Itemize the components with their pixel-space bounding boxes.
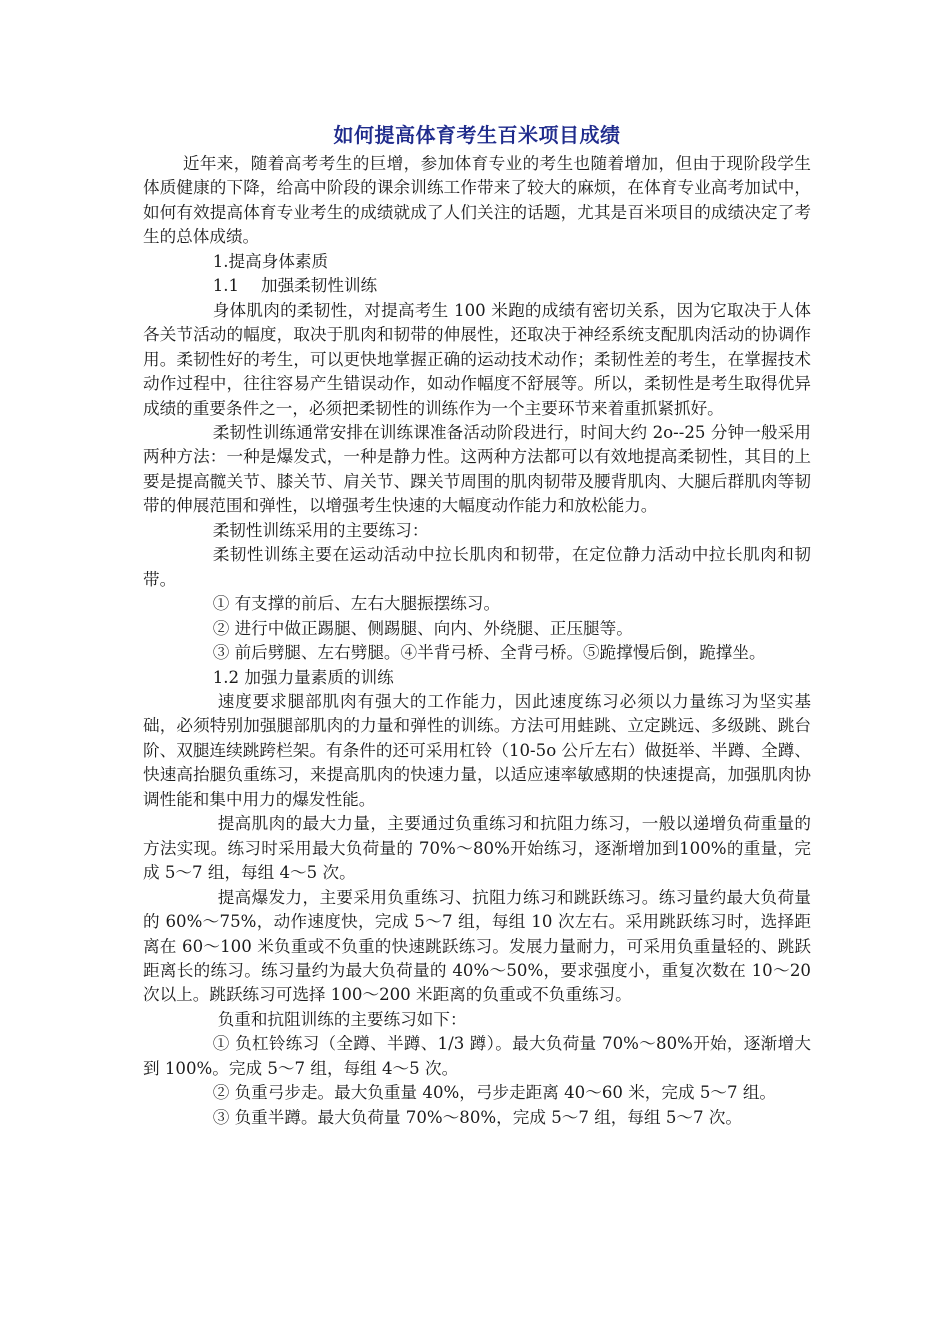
list-item: ① 负杠铃练习（全蹲、半蹲、1/3 蹲）。最大负荷量 70%～80%开始，逐渐增大到 100%。完成 5～7 组，每组 4～5 次。 <box>143 1034 811 1078</box>
list-item: ③ 前后劈腿、左右劈腿。④半背弓桥、全背弓桥。⑤跪撑慢后倒，跪撑坐。 <box>212 643 766 663</box>
document-body <box>143 118 811 1130</box>
body-paragraph: 提高爆发力，主要采用负重练习、抗阻力练习和跳跃练习。练习量约最大负荷量的 60%～75%，动作速度快，完成 5～7 组，每组 10 次左右。采用跳跃练习时，选择距离在 60～100 米负重或不负重的快速跳跃练习。发展力量耐力，可采用负重量轻的、跳跃距离长的练习。练习量约为最大负荷量的 40%～50%，要求强度小，重复次数在 10～20 次以上。跳跃练习可选择 100～200 米距离的负重或不负重练习。 <box>143 887 811 1005</box>
body-paragraph: 负重和抗阻训练的主要练习如下： <box>217 1009 467 1029</box>
document-title: 如何提高体育考生百米项目成绩 <box>333 123 621 147</box>
body-paragraph: 身体肌肉的柔韧性，对提高考生 100 米跑的成绩有密切关系，因为它取决于人体各关节活动的幅度，取决于肌肉和韧带的伸展性，还取决于神经系统支配肌肉活动的协调作用。柔韧性好的考生，可以更快地掌握正确的运动技术动作；柔韧性差的考生，在掌握技术动作过程中，往往容易产生错误动作，如动作幅度不舒展等。所以，柔韧性是考生取得优异成绩的重要条件之一，必须把柔韧性的训练作为一个主要环节来着重抓紧抓好。 <box>143 300 811 418</box>
list-item: ② 进行中做正踢腿、侧踢腿、向内、外绕腿、正压腿等。 <box>212 618 633 638</box>
list-item: ① 有支撑的前后、左右大腿振摆练习。 <box>212 594 501 614</box>
body-paragraph: 柔韧性训练通常安排在训练课准备活动阶段进行，时间大约 2o--25 分钟一般采用两种方法：一种是爆发式，一种是静力性。这两种方法都可以有效地提高柔韧性，其目的上要是提高髋关节、膝关节、肩关节、踝关节周围的肌肉韧带及腰背肌肉、大腿后群肌肉等韧带的伸展范围和弹性，以增强考生快速的大幅度动作能力和放松能力。 <box>143 422 811 516</box>
subsection-heading-1-2: 1.2 加强力量素质的训练 <box>212 667 394 687</box>
intro-paragraph: 近年来，随着高考考生的巨增，参加体育专业的考生也随着增加，但由于现阶段学生体质健康的下降，给高中阶段的课余训练工作带来了较大的麻烦，在体育专业高考加试中，如何有效提高体育专业考生的成绩就成了人们关注的话题，尤其是百米项目的成绩决定了考生的总体成绩。 <box>143 154 811 247</box>
body-paragraph: 柔韧性训练采用的主要练习： <box>212 520 429 540</box>
body-paragraph: 柔韧性训练主要在运动活动中拉长肌肉和韧带，在定位静力活动中拉长肌肉和韧带。 <box>143 545 811 589</box>
body-paragraph: 速度要求腿部肌肉有强大的工作能力，因此速度练习必须以力量练习为坚实基础，必须特别加强腿部肌肉的力量和弹性的训练。方法可用蛙跳、立定跳远、多级跳、跳台阶、双腿连续跳跨栏架。有条件的还可采用杠铃（10-5o 公斤左右）做挺举、半蹲、全蹲、快速高抬腿负重练习，来提高肌肉的快速力量，以适应速率敏感期的快速提高，加强肌肉协调性能和集中用力的爆发性能。 <box>143 691 811 809</box>
section-heading-1: 1.提高身体素质 <box>212 251 329 271</box>
list-item: ② 负重弓步走。最大负重量 40%，弓步走距离 40～60 米，完成 5～7 组。 <box>212 1083 777 1103</box>
list-item: ③ 负重半蹲。最大负荷量 70%～80%，完成 5～7 组，每组 5～7 次。 <box>212 1107 743 1127</box>
subsection-heading-1-1: 1.1 加强柔韧性训练 <box>212 276 378 296</box>
body-paragraph: 提高肌肉的最大力量，主要通过负重练习和抗阻力练习，一般以递增负荷重量的方法实现。练习时采用最大负荷量的 70%～80%开始练习，逐渐增加到100%的重量，完成 5～7 组，每组 4～5 次。 <box>143 814 811 883</box>
